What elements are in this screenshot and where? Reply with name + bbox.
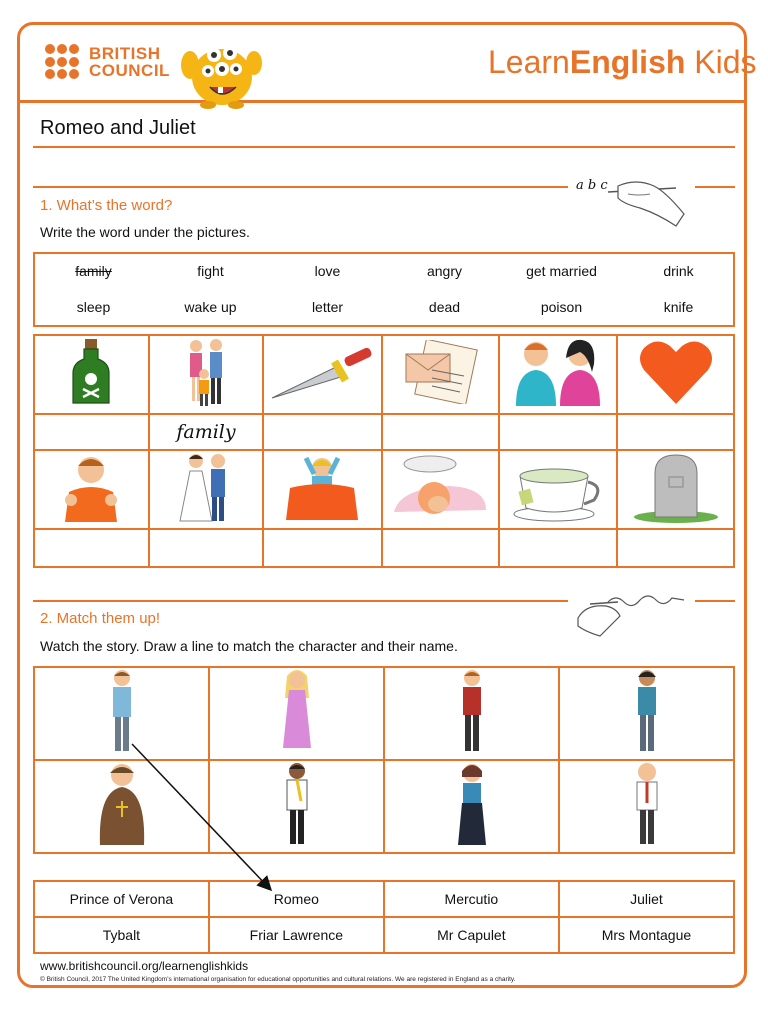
answer-cell[interactable] [617, 529, 734, 567]
answer-cell[interactable]: family [149, 414, 264, 450]
picture-cell [34, 335, 149, 414]
section1-title: 1. What’s the word? [40, 197, 173, 214]
answer-cell[interactable] [499, 414, 617, 450]
gravestone-icon [631, 451, 721, 523]
name-cell[interactable]: Prince of Verona [34, 881, 209, 917]
word-bank-item: fight [197, 263, 224, 279]
name-cell[interactable]: Friar Lawrence [209, 917, 384, 953]
answer-cell[interactable] [499, 529, 617, 567]
word-bank-item: dead [428, 299, 461, 315]
learnenglish-kids-logo [488, 44, 757, 81]
answer-cell[interactable] [263, 529, 381, 567]
sleeping-girl-icon [390, 452, 490, 522]
section1-instruction: Write the word under the pictures. [40, 224, 250, 240]
section2-rule-left [33, 600, 568, 602]
handwriting-abc: a b c [576, 178, 608, 193]
title-underline [33, 146, 735, 148]
character-man-suit-icon [277, 761, 317, 847]
word-bank-item: family [75, 263, 112, 279]
heart-icon [638, 338, 714, 406]
character-woman-dark-dress-icon [452, 761, 492, 847]
character-man-red-icon [452, 668, 492, 754]
section1-rule-right [695, 186, 735, 188]
teacup-icon [510, 452, 606, 522]
answer-cell[interactable] [34, 529, 149, 567]
section2-instruction: Watch the story. Draw a line to match the character and their name. [40, 638, 458, 654]
letter-icon [402, 340, 478, 404]
character-cell [384, 667, 559, 760]
answer-cell[interactable] [382, 414, 500, 450]
name-cell[interactable]: Mercutio [384, 881, 559, 917]
character-girl-pink-icon [277, 668, 317, 754]
family-icon [184, 336, 228, 408]
word-bank-item: sleep [76, 299, 111, 315]
picture-cell [617, 335, 734, 414]
british-council-dots-icon [45, 44, 81, 80]
picture-cell [263, 335, 381, 414]
word-bank [33, 252, 735, 327]
writing-hand-squiggle-icon [576, 590, 688, 638]
picture-cell [499, 450, 617, 529]
picture-cell [499, 335, 617, 414]
fight-boy-icon [61, 452, 121, 522]
picture-cell [617, 450, 734, 529]
section2-title: 2. Match them up! [40, 610, 161, 627]
british-council-logo [45, 44, 175, 80]
character-cell [34, 760, 209, 853]
answer-cell[interactable] [617, 414, 734, 450]
names-table [33, 880, 735, 954]
character-bald-man-icon [627, 761, 667, 847]
name-cell[interactable]: Juliet [559, 881, 734, 917]
word-bank-item: drink [663, 263, 694, 279]
word-bank-item: love [314, 263, 341, 279]
character-boy-teal-icon [627, 668, 667, 754]
wedding-couple-icon [176, 451, 236, 523]
character-cell [209, 667, 384, 760]
answer-cell[interactable] [263, 414, 381, 450]
name-cell[interactable]: Romeo [209, 881, 384, 917]
writing-hand-icon [606, 174, 690, 230]
word-bank-item: angry [426, 263, 463, 279]
picture-cell [34, 450, 149, 529]
british-council-wordmark: BRITISH COUNCIL [89, 44, 170, 80]
poison-bottle-icon [71, 337, 111, 407]
wake-up-icon [280, 452, 364, 522]
character-grid [33, 666, 735, 854]
picture-cell [382, 335, 500, 414]
word-bank-item: wake up [184, 299, 237, 315]
name-cell[interactable]: Tybalt [34, 917, 209, 953]
word-bank-item: knife [663, 299, 694, 315]
character-cell [559, 667, 734, 760]
picture-cell [382, 450, 500, 529]
picture-grid [33, 334, 735, 568]
page-title: Romeo and Juliet [40, 117, 196, 139]
character-friar-icon [94, 761, 150, 847]
picture-cell [149, 335, 264, 414]
word-bank-item: letter [311, 299, 344, 315]
name-cell[interactable]: Mrs Montague [559, 917, 734, 953]
character-cell [559, 760, 734, 853]
answer-cell[interactable] [149, 529, 264, 567]
monster-mascot-icon [178, 35, 262, 111]
footer-copyright: © British Council, 2017 The United Kingdom’s international organisation for educational opportunities and cultural relations. We are registered in England as a charity. [40, 976, 516, 983]
word-bank-item: poison [540, 299, 583, 315]
brand-kids: Kids [685, 44, 757, 80]
character-cell [209, 760, 384, 853]
angry-couple-icon [508, 336, 608, 408]
picture-cell [263, 450, 381, 529]
answer-cell[interactable] [382, 529, 500, 567]
knife-icon [268, 342, 376, 402]
picture-cell [149, 450, 264, 529]
character-boy-blue-icon [102, 668, 142, 754]
section1-rule-left [33, 186, 568, 188]
footer-url[interactable]: www.britishcouncil.org/learnenglishkids [40, 959, 249, 973]
name-cell[interactable]: Mr Capulet [384, 917, 559, 953]
word-bank-item: get married [526, 263, 597, 279]
brand-english: English [569, 44, 686, 80]
character-cell [34, 667, 209, 760]
brand-learn: Learn [488, 44, 570, 80]
section2-rule-right [695, 600, 735, 602]
answer-cell[interactable] [34, 414, 149, 450]
character-cell [384, 760, 559, 853]
header-rule [20, 100, 747, 103]
